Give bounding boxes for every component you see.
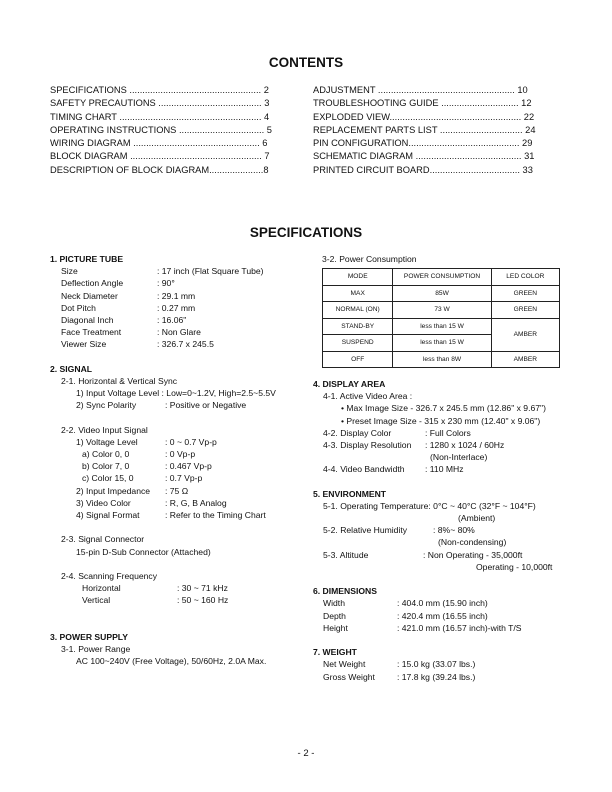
table-header-row: [323, 269, 560, 286]
spec-row: 5-3. Altitude : Non Operating - 35,000ft: [323, 549, 523, 560]
table-header: MODE: [323, 269, 393, 286]
table-cell: AMBER: [491, 318, 559, 351]
power-consumption-table: [322, 268, 560, 368]
toc-entry[interactable]: SAFETY PRECAUTIONS ........................................ 3: [50, 98, 270, 109]
table-cell: less than 8W: [393, 351, 491, 368]
spec-row: Viewer Size : 326.7 x 245.5: [61, 339, 214, 350]
spec-row: Deflection Angle : 90°: [61, 278, 175, 289]
spec-row: 1) Voltage Level : 0 ~ 0.7 Vp-p: [76, 436, 217, 447]
toc-entry[interactable]: EXPLODED VIEW................................................... 22: [313, 111, 535, 122]
spec-row: Horizontal : 30 ~ 71 kHz: [82, 583, 228, 594]
toc-entry[interactable]: OPERATING INSTRUCTIONS ................................. 5: [50, 124, 272, 135]
spec-row: Diagonal Inch : 16.06": [61, 314, 187, 325]
toc-entry[interactable]: WIRING DIAGRAM ................................................. 6: [50, 138, 268, 149]
toc-entry[interactable]: TIMING CHART ....................................................... 4: [50, 111, 270, 122]
toc-entry[interactable]: TROUBLESHOOTING GUIDE .............................. 12: [313, 98, 532, 109]
table-header: POWER CONSUMPTION: [393, 269, 491, 286]
table-cell: SUSPEND: [323, 335, 393, 352]
section-heading: 1. PICTURE TUBE: [50, 254, 124, 264]
toc-entry[interactable]: ADJUSTMENT ..................................................... 10: [313, 85, 528, 95]
table-cell: less than 15 W: [393, 335, 491, 352]
spec-row: (Ambient): [458, 513, 496, 524]
table-cell: GREEN: [491, 302, 559, 319]
spec-row: Size : 17 inch (Flat Square Tube): [61, 266, 264, 277]
spec-row: 5-2. Relative Humidity : 8%~ 80%: [323, 525, 475, 536]
spec-row: a) Color 0, 0 : 0 Vp-p: [82, 449, 196, 459]
toc-entry[interactable]: BLOCK DIAGRAM ................................................... 7: [50, 151, 270, 162]
table-cell: GREEN: [491, 285, 559, 302]
contents-left-column: [50, 84, 294, 177]
table-cell: OFF: [323, 351, 393, 368]
table-row: [323, 302, 560, 319]
subsection-title: 2-3. Signal Connector: [61, 534, 145, 545]
section-heading: 7. WEIGHT: [313, 647, 357, 658]
spec-row: 15-pin D-Sub Connector (Attached): [76, 546, 211, 557]
spec-row: 2) Sync Polarity : Positive or Negative: [76, 400, 247, 411]
toc-entry[interactable]: REPLACEMENT PARTS LIST ................................ 24: [313, 124, 536, 135]
subsection-title: 4-1. Active Video Area :: [323, 391, 413, 402]
table-cell: AMBER: [491, 351, 559, 368]
table-cell: MAX: [323, 285, 393, 302]
spec-row: • Preset Image Size - 315 x 230 mm (12.40" x 9.06"): [341, 415, 541, 426]
table-row: [323, 351, 560, 368]
section-heading: 3. POWER SUPPLY: [50, 631, 129, 642]
spec-row: (Non-Interlace): [430, 452, 488, 463]
spec-row: 4) Signal Format : Refer to the Timing Chart: [76, 509, 266, 520]
specs-right-column: [313, 378, 573, 683]
table-header: LED COLOR: [491, 269, 559, 286]
specs-left-column: [50, 253, 310, 667]
spec-row: 5-1. Operating Temperature: 0°C ~ 40°C (32°F ~ 104°F): [323, 500, 536, 511]
spec-row: Depth : 420.4 mm (16.55 inch): [323, 610, 488, 621]
table-row: [323, 285, 560, 302]
page-number: - 2 -: [297, 748, 315, 759]
subsection-title: 3-1. Power Range: [61, 644, 131, 654]
spec-row: Operating - 10,000ft: [476, 561, 553, 572]
spec-row: Net Weight : 15.0 kg (33.07 lbs.): [323, 659, 476, 670]
contents-right-column: [313, 84, 559, 177]
spec-row: Neck Diameter : 29.1 mm: [61, 290, 196, 301]
spec-row: 4-4. Video Bandwidth : 110 MHz: [323, 464, 464, 475]
toc-entry[interactable]: PRINTED CIRCUIT BOARD................................... 33: [313, 164, 533, 175]
spec-row: AC 100~240V (Free Voltage), 50/60Hz, 2.0A Max.: [76, 656, 267, 667]
table-row: [323, 318, 560, 335]
spec-row: Vertical : 50 ~ 160 Hz: [82, 595, 229, 606]
spec-row: Gross Weight : 17.8 kg (39.24 lbs.): [323, 671, 476, 682]
spec-row: 4-3. Display Resolution : 1280 x 1024 / 60Hz: [323, 439, 505, 450]
spec-row: Height : 421.0 mm (16.57 inch)-with T/S: [323, 622, 522, 633]
toc-entry[interactable]: PIN CONFIGURATION........................................... 29: [313, 138, 533, 149]
spec-row: Face Treatment : Non Glare: [61, 327, 201, 338]
table-cell: 85W: [393, 285, 491, 302]
section-heading: 4. DISPLAY AREA: [313, 379, 386, 389]
spec-row: 3) Video Color : R, G, B Analog: [76, 497, 227, 508]
spec-row: 2) Input Impedance : 75 Ω: [76, 485, 189, 496]
spec-row: b) Color 7, 0 : 0.467 Vp-p: [82, 461, 212, 472]
section-heading: 6. DIMENSIONS: [313, 586, 377, 597]
toc-entry[interactable]: SCHEMATIC DIAGRAM ......................................... 31: [313, 151, 535, 162]
toc-entry[interactable]: DESCRIPTION OF BLOCK DIAGRAM.....................8: [50, 164, 269, 175]
spec-row: (Non-condensing): [438, 537, 507, 548]
table-cell: NORMAL (ON): [323, 302, 393, 319]
contents-title: CONTENTS: [268, 55, 344, 70]
toc-entry[interactable]: SPECIFICATIONS ................................................... 2: [50, 85, 269, 95]
spec-row: 1) Input Voltage Level : Low=0~1.2V, High=2.5~5.5V: [76, 388, 276, 399]
table-cell: 73 W: [393, 302, 491, 319]
subsection-title: 2-4. Scanning Frequency: [61, 570, 158, 581]
section-heading: 5. ENVIRONMENT: [313, 488, 387, 499]
spec-row: Width : 404.0 mm (15.90 inch): [323, 598, 488, 609]
spec-row: 4-2. Display Color : Full Colors: [323, 427, 471, 438]
spec-row: • Max Image Size - 326.7 x 245.5 mm (12.86" x 9.67"): [341, 403, 546, 414]
table-cell: STAND-BY: [323, 318, 393, 335]
subsection-title: 2-2. Video Input Signal: [61, 424, 148, 435]
spec-row: Dot Pitch : 0.27 mm: [61, 302, 196, 313]
spec-row: c) Color 15, 0 : 0.7 Vp-p: [82, 473, 203, 484]
section-heading: 2. SIGNAL: [50, 363, 93, 374]
table-cell: less than 15 W: [393, 318, 491, 335]
subsection-title: 2-1. Horizontal & Vertical Sync: [61, 375, 178, 386]
specifications-title: SPECIFICATIONS: [249, 225, 363, 240]
